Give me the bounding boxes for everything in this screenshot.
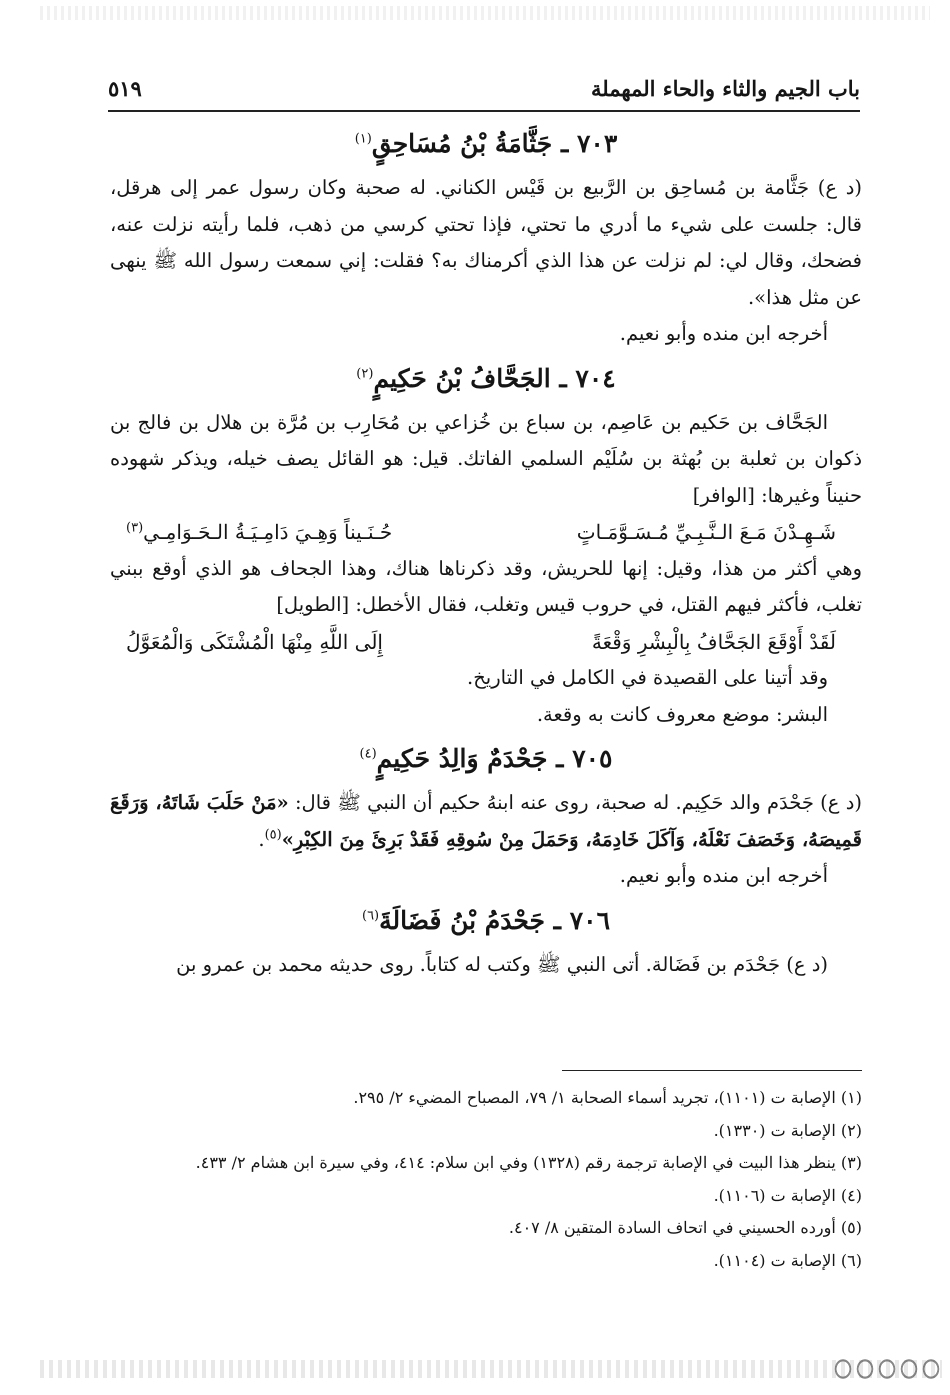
verse-1-second-hemistich-text: حُـنَـيناً وَهِـيَ دَامِـيَـةُ الـحَـوَامِـي (143, 520, 393, 544)
footnote-5: (٥) أورده الحسيني في اتحاف السادة المتقين ٨/ ٤٠٧. (508, 1218, 862, 1237)
entry-703-paragraph: (د ع) جَثَّامة بن مُساحِق بن الرَّبيع بن قَيْس الكناني. له صحبة وكان رسول عمر إلى هرقل، قال: جلست على شيء ما أدري ما تحتي، فإذا تحتي كرسي من ذهب، فلما رأيته نزلت عنه، فضحك، وقال لي: لم نزلت عن هذا الذي أكرمناك به؟ فقلت: إني سمعت رسول الله ﷺ ينهى عن مثل هذا». (110, 176, 862, 309)
entry-title-706-text: ٧٠٦ ـ جَحْدَمُ بْنُ فَضَالَةَ (379, 905, 611, 935)
entry-704-paragraph-3: وقد أتينا على القصيدة في الكامل في التاريخ. (467, 666, 828, 689)
entry-705-intro: (د ع) جَحْدَم والد حَكِيم. له صحبة، روى عنه ابنهُ حكيم أن النبي ﷺ قال: (288, 791, 862, 814)
scan-noise-bottom (40, 1360, 942, 1378)
running-title: باب الجيم والثاء والحاء المهملة (591, 76, 860, 101)
entry-705-end: . (258, 827, 265, 851)
hadith-text: «مَنْ حَلَبَ شَاتَهُ، وَرَقَعَ قَمِيصَهُ، وَخَصَفَ نَعْلَهُ، وَآكَلَ خَادِمَهُ، وَحَمَلَ مِنْ سُوقِهِ فَقَدْ بَرِئَ مِنَ الكِبْرِ» (110, 791, 862, 851)
footnote-ref-1: (١) (354, 131, 372, 147)
entry-title-706 (110, 895, 862, 947)
footnote-6: (٦) الإصابة ت (١١٠٤). (713, 1250, 862, 1270)
footnote-2: (٢) الإصابة ت (١٣٣٠). (713, 1120, 862, 1140)
entry-title-704-text: ٧٠٤ ـ الجَحَّافُ بْنُ حَكِيمٍ (373, 363, 616, 393)
footnote-rule (562, 1070, 862, 1071)
page-header (108, 72, 860, 108)
footnote-ref-4: (٤) (359, 746, 377, 762)
border-ornament (832, 1356, 942, 1382)
verse-2-second-hemistich: إِلَى اللَّهِ مِنْهَا الْمُشْتَكَى وَالْمُعَوَّلُ (126, 629, 383, 654)
entry-title-703-text: ٧٠٣ ـ جَثَّامَةُ بْنُ مُسَاحِقٍ (371, 129, 618, 158)
verse-2-first-hemistich: لَقَدْ أَوْقَعَ الجَحَّافُ بِالْبِشْرِ وَقْعَةً (591, 629, 836, 654)
verse-2 (110, 624, 862, 661)
footnote-ref-2: (٢) (356, 366, 374, 382)
entry-704-paragraph-2: وهي أكثر من هذا، وقيل: إنها للحريش، وقد ذكرناها هناك، وهذا الجحاف هو الذي أوقع ببني تغلب، فأكثر فيهم القتل، في حروب قيس وتغلب، فقال الأخطل: [الطويل] (110, 556, 862, 616)
entry-title-705-text: ٧٠٥ ـ جَحْدَمٌ وَالِدُ حَكِيمٍ (376, 744, 613, 773)
footnote-ref-6: (٦) (361, 908, 380, 924)
page-number: ٥١٩ (108, 76, 142, 101)
header-rule (108, 110, 860, 112)
footnote-ref-3: (٣) (126, 520, 144, 536)
footnote-4: (٤) الإصابة ت (١١٠٦). (713, 1185, 862, 1205)
entry-705-source: أخرجه ابن منده وأبو نعيم. (619, 864, 828, 887)
entry-706-paragraph: (د ع) جَحْدَم بن فَضَالة. أتى النبي ﷺ وكتب له كتاباً. روى حديثه محمد بن عمرو بن (176, 952, 828, 976)
entry-title-703 (110, 118, 862, 170)
verse-1-second-hemistich (126, 514, 392, 551)
verse-1-first-hemistich: شَـهِـدْنَ مَـعَ الـنَّـبِـيِّ مُـسَـوَّمَـاتٍ (576, 520, 836, 544)
entry-title-705 (110, 733, 862, 785)
footnote-ref-5: (٥) (264, 827, 282, 842)
footnotes (110, 1082, 862, 1277)
footnote-1: (١) الإصابة ت (١١٠١)، تجريد أسماء الصحابة ١/ ٧٩، المصباح المضيء ٢/ ٢٩٥. (353, 1088, 862, 1107)
entry-704-paragraph-4: البشر: موضع معروف كانت به وقعة. (536, 702, 828, 726)
verse-1 (110, 514, 862, 551)
entry-705-paragraph (110, 785, 862, 858)
entry-703-source: أخرجه ابن منده وأبو نعيم. (619, 322, 828, 345)
entry-title-704 (110, 353, 862, 405)
entry-704-paragraph: الجَحَّاف بن حَكيم بن عَاصِم، بن سباع بن خُزاعي بن مُحَارِب بن مُرَّة بن هلال بن فالج بن ذكوان بن ثعلبة بن بُهثة بن سُلَيْم السلمي الفاتك. قيل: هو القائل يصف خيله، ويذكر شهوده حنيناً وغيرها: [الوافر] (110, 410, 862, 507)
footnote-3: (٣) ينظر هذا البيت في الإصابة ترجمة رقم (١٣٢٨) وفي ابن سلام: ٤١٤، وفي سيرة ابن هشام ٢/ ٤٣٣. (195, 1153, 862, 1172)
main-text (110, 118, 862, 983)
scan-noise-top (40, 6, 930, 20)
